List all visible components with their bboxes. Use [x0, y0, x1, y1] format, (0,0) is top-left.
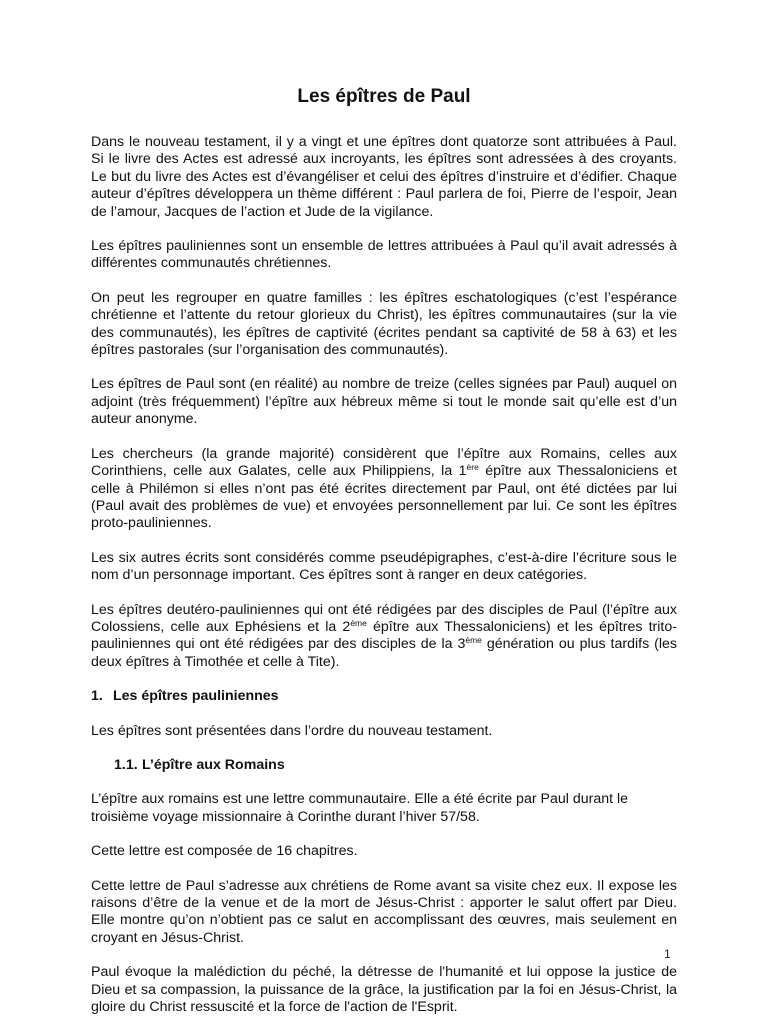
superscript: ème [465, 635, 482, 646]
subsection-number: 1.1. [114, 756, 138, 773]
paragraph-intro: Dans le nouveau testament, il y a vingt et une épîtres dont quatorze sont attribuées à Paul. Si le livre des Actes est adressé aux incroyants, les épîtres sont adressées à des croyants. Le but du livre des Actes est d’évangéliser et celui des épîtres d’instruire et d’édifier. Chaque auteur d’épîtres développera un thème différent : Paul parlera de foi, Pierre de l’espoir, Jean de l’amour, Jacques de l’action et Jude de la vigilance. [91, 134, 677, 220]
superscript: ère [466, 462, 479, 473]
paragraph-proto-pauline [91, 446, 677, 533]
document-title: Les épîtres de Paul [297, 86, 471, 107]
paragraph-romans-context: L’épître aux romains est une lettre communautaire. Elle a été écrite par Paul durant le troisième voyage missionnaire à Corinthe durant l’hiver 57/58. [91, 791, 629, 825]
text-run: Les épîtres deutéro-pauliniennes qui ont été rédigées par des disciples de Paul (l’épître aux Colossiens, celle aux Ephésiens et la 2 [91, 601, 677, 635]
superscript: ème [350, 617, 367, 628]
text-run: épître aux Thessaloniciens) et les épîtres trito-pauliniennes qui ont été rédigées par des disciples de la 3 [91, 618, 677, 653]
text-run: Les chercheurs (la grande majorité) considèrent que l’épître aux Romains, celles aux Corinthiens, celle aux Galates, celle aux Philippiens, la 1 [91, 445, 677, 480]
subsection-title: L’épître aux Romains [142, 756, 285, 773]
paragraph-four-families: On peut les regrouper en quatre familles : les épîtres eschatologiques (c’est l’espérance chrétienne et l’attente du retour glorieux du Christ), les épîtres communautaires (sur la vie des communautés), les épîtres de captivité (écrites pendant sa captivité de 58 à 63) et les épîtres pastorales (sur l’organisation des communautés). [91, 289, 677, 359]
paragraph-romans-chapters: Cette lettre est composée de 16 chapitres. [91, 843, 358, 860]
paragraph-pauline-definition: Les épîtres pauliniennes sont un ensemble de lettres attribuées à Paul qu’il avait adressés à différentes communautés chrétiennes. [91, 238, 677, 272]
paragraph-romans-purpose: Cette lettre de Paul s’adresse aux chrétiens de Rome avant sa visite chez eux. Il expose les raisons d’être de la venue et de la mort de Jésus-Christ : apporter le salut offert par Dieu. Elle montre qu’on n’obtient pas ce salut en accomplissant des œuvres, mais seulement en croyant en Jésus-Christ. [91, 877, 677, 946]
paragraph-thirteen-epistles: Les épîtres de Paul sont (en réalité) au nombre de treize (celles signées par Paul) auquel on adjoint (très fréquemment) l’épître aux hébreux même si tout le monde sait qu’elle est d’un auteur anonyme. [91, 376, 677, 428]
paragraph-romans-themes: Paul évoque la malédiction du péché, la détresse de l'humanité et lui oppose la justice de Dieu et sa compassion, la puissance de la grâce, la justification par la foi en Jésus-Christ, la gloire du Christ ressuscité et la force de l'action de l'Esprit. [91, 964, 677, 1016]
paragraph-deutero-trito [91, 602, 677, 672]
subsection-heading [114, 757, 677, 774]
paragraph-pseudepigraphs: Les six autres écrits sont considérés comme pseudépigraphes, c’est-à-dire l’écriture sous le nom d’un personnage important. Ces épîtres sont à ranger en deux catégories. [91, 549, 677, 584]
text-run: épître aux Thessaloniciens et celle à Philémon si elles n’ont pas été écrites directement par Paul, ont été dictées par lui (Paul avait des problèmes de vue) et envoyées personnellement par lui. Ce sont les épîtres proto-pauliniennes. [91, 463, 678, 532]
text-run: génération ou plus tardifs (les deux épîtres à Timothée et celle à Tite). [91, 636, 677, 670]
section-heading [91, 688, 677, 705]
document-body [91, 134, 677, 1033]
paragraph-section-intro: Les épîtres sont présentées dans l’ordre du nouveau testament. [91, 722, 493, 739]
page-number: 1 [664, 947, 671, 961]
section-title: Les épîtres pauliniennes [113, 688, 279, 705]
section-number: 1. [91, 688, 103, 705]
